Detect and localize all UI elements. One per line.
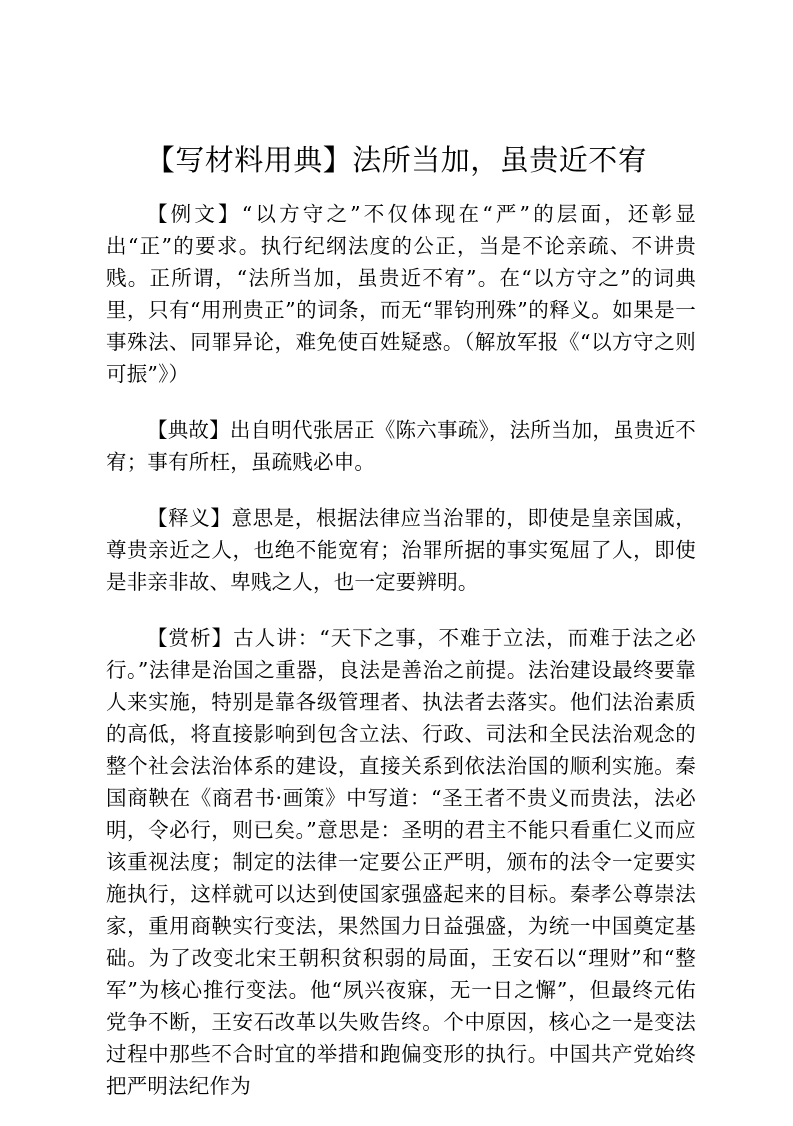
paragraph-analysis [106, 622, 696, 1102]
paragraph-tag: 【赏析】 [147, 626, 234, 650]
paragraph-tag: 【释义】 [147, 506, 232, 530]
paragraph-tag: 【例文】 [147, 202, 242, 226]
paragraph-text: 出自明代张居正《陈六事疏》，法所当加，虽贵近不宥；事有所枉，虽疏贱必申。 [106, 418, 696, 474]
paragraph-example [106, 198, 696, 390]
paragraph-allusion [106, 414, 696, 478]
paragraph-text: 意思是，根据法律应当治罪的，即使是皇亲国戚，尊贵亲近之人，也绝不能宽宥；治罪所据的事实冤屈了人，即使是非亲非故、卑贱之人，也一定要辨明。 [106, 506, 696, 594]
paragraph-tag: 【典故】 [147, 418, 230, 442]
page-title: 【写材料用典】法所当加，虽贵近不宥 [145, 143, 648, 177]
paragraph-meaning [106, 502, 696, 598]
paragraph-text: “以方守之”不仅体现在“严”的层面，还彰显出“正”的要求。执行纪纲法度的公正，当是不论亲疏、不讲贵贱。正所谓，“法所当加，虽贵近不宥”。在“以方守之”的词典里，只有“用刑贵正”的词条，而无“罪钧刑殊”的释义。如果是一事殊法、同罪异论，难免使百姓疑惑。（解放军报《“以方守之则可振”》） [106, 202, 696, 386]
article-body [106, 198, 696, 1126]
paragraph-text: 古人讲：“天下之事，不难于立法，而难于法之必行。”法律是治国之重器，良法是善治之前提。法治建设最终要靠人来实施，特别是靠各级管理者、执法者去落实。他们法治素质的高低，将直接影响到包含立法、行政、司法和全民法治观念的整个社会法治体系的建设，直接关系到依法治国的顺利实施。秦国商鞅在《商君书·画策》中写道：“圣王者不贵义而贵法，法必明，令必行，则已矣。”意思是：圣明的君主不能只看重仁义而应该重视法度；制定的法律一定要公正严明，颁布的法令一定要实施执行，这样就可以达到使国家强盛起来的目标。秦孝公尊崇法家，重用商鞅实行变法，果然国力日益强盛，为统一中国奠定基础。为了改变北宋王朝积贫积弱的局面，王安石以“理财”和“整军”为核心推行变法。他“夙兴夜寐，无一日之懈”，但最终元佑党争不断，王安石改革以失败告终。个中原因，核心之一是变法过程中那些不合时宜的举措和跑偏变形的执行。中国共产党始终把严明法纪作为 [106, 626, 696, 1098]
